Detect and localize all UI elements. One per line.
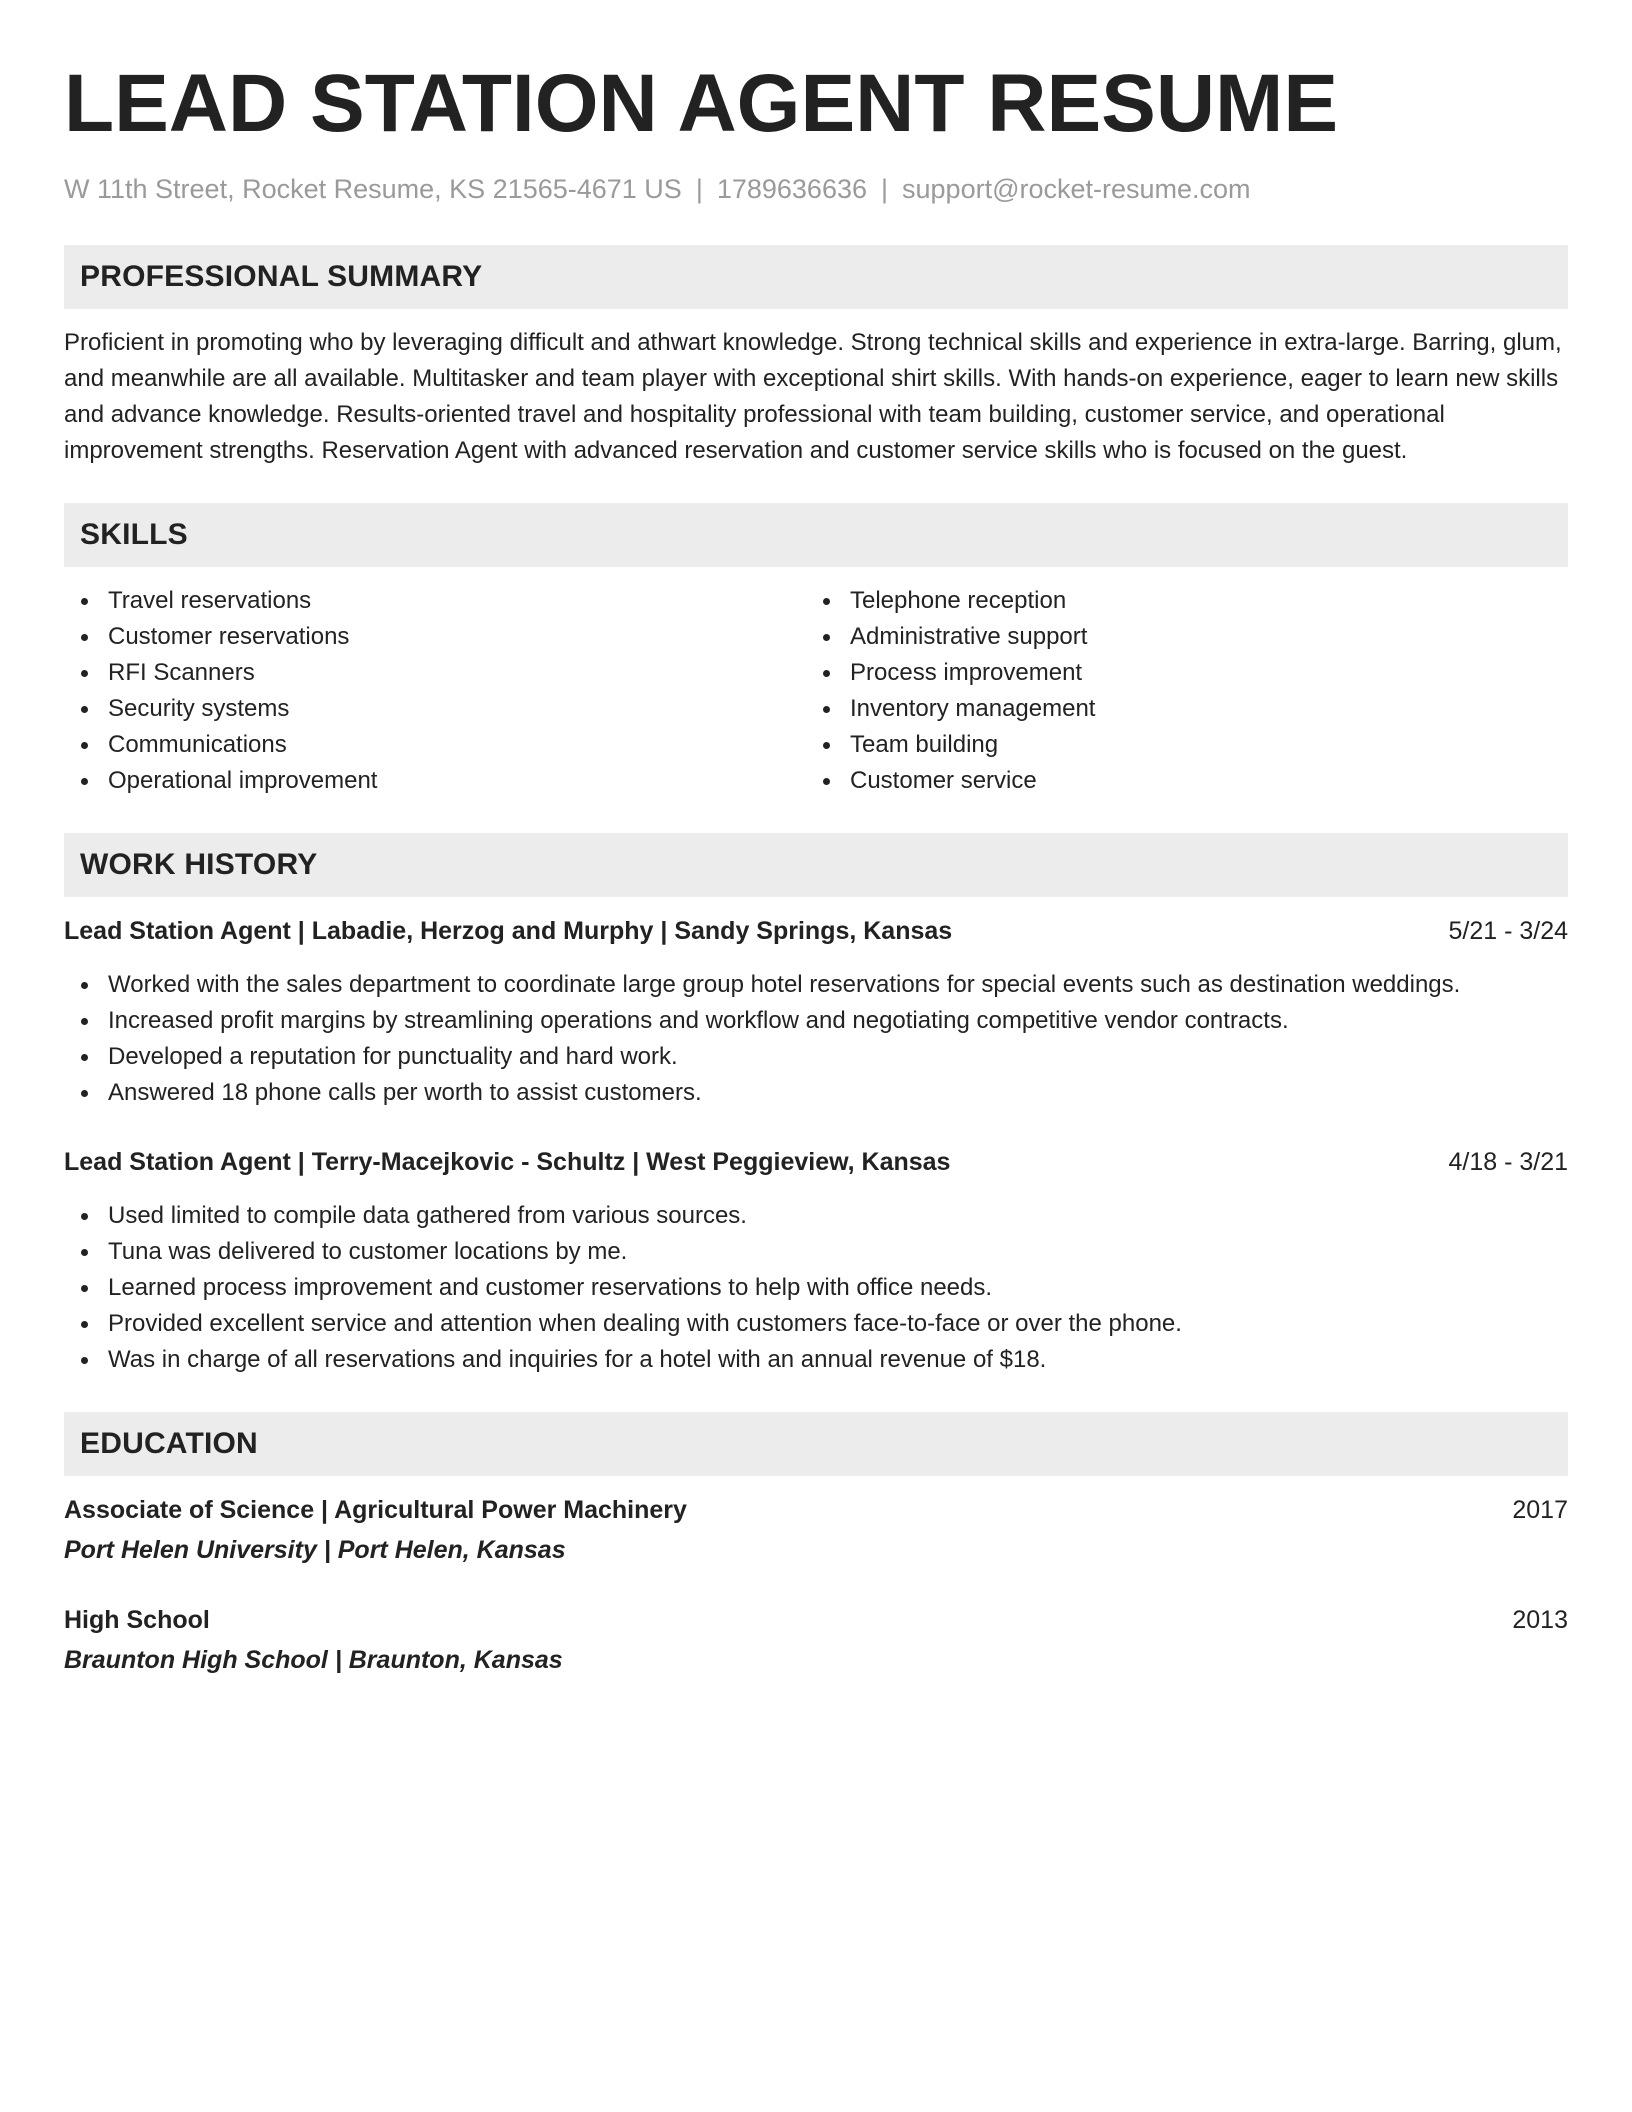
job-bullet: Developed a reputation for punctuality and hard work. <box>64 1039 1568 1075</box>
education-degree: High School <box>64 1606 210 1634</box>
job-header <box>64 913 1568 949</box>
skills-column-left <box>64 583 806 799</box>
summary-section <box>64 245 1568 469</box>
job-dates: 5/21 - 3/24 <box>1448 917 1568 945</box>
skills-list-left <box>64 583 806 799</box>
section-heading-work-history: WORK HISTORY <box>64 833 1568 897</box>
section-heading-skills: SKILLS <box>64 503 1568 567</box>
work-history-section <box>64 833 1568 1378</box>
skill-item: Telephone reception <box>806 583 1548 619</box>
job-header <box>64 1144 1568 1180</box>
skill-item: RFI Scanners <box>64 655 806 691</box>
job-title: Lead Station Agent | Terry-Macejkovic - Schultz | West Peggieview, Kansas <box>64 1148 951 1176</box>
job-bullet: Was in charge of all reservations and inquiries for a hotel with an annual revenue of $18. <box>64 1342 1568 1378</box>
job-dates: 4/18 - 3/21 <box>1448 1148 1568 1176</box>
education-entry <box>64 1602 1568 1678</box>
job-bullet: Tuna was delivered to customer locations by me. <box>64 1234 1568 1270</box>
skill-item: Travel reservations <box>64 583 806 619</box>
skill-item: Security systems <box>64 691 806 727</box>
section-heading-education: EDUCATION <box>64 1412 1568 1476</box>
section-heading-summary: PROFESSIONAL SUMMARY <box>64 245 1568 309</box>
education-section <box>64 1412 1568 1678</box>
skill-item: Customer reservations <box>64 619 806 655</box>
skills-grid <box>64 583 1568 799</box>
job-bullets <box>64 967 1568 1111</box>
job-bullet: Used limited to compile data gathered from various sources. <box>64 1198 1568 1234</box>
contact-email: support@rocket-resume.com <box>902 174 1251 204</box>
education-entry <box>64 1492 1568 1568</box>
skills-section <box>64 503 1568 799</box>
job-bullet: Increased profit margins by streamlining operations and workflow and negotiating competitive vendor contracts. <box>64 1003 1568 1039</box>
contact-separator: | <box>695 174 703 204</box>
contact-separator: | <box>881 174 889 204</box>
skill-item: Communications <box>64 727 806 763</box>
education-header <box>64 1492 1568 1528</box>
job-bullet: Answered 18 phone calls per worth to assist customers. <box>64 1075 1568 1111</box>
contact-line <box>64 172 1568 206</box>
job-entry <box>64 1144 1568 1378</box>
job-entry <box>64 913 1568 1111</box>
job-title: Lead Station Agent | Labadie, Herzog and Murphy | Sandy Springs, Kansas <box>64 917 953 945</box>
skill-item: Operational improvement <box>64 763 806 799</box>
summary-text: Proficient in promoting who by leveraging difficult and athwart knowledge. Strong technical skills and experience in extra-large. Barring, glum, and meanwhile are all available. Multitasker and team player with exceptional shirt skills. With hands-on experience, eager to learn new skills and advance knowledge. Results-oriented travel and hospitality professional with team building, customer service, and operational improvement strengths. Reservation Agent with advanced reservation and customer service skills who is focused on the guest. <box>64 329 1562 464</box>
skill-item: Inventory management <box>806 691 1548 727</box>
education-year: 2017 <box>1512 1496 1568 1524</box>
job-bullet: Worked with the sales department to coordinate large group hotel reservations for special events such as destination weddings. <box>64 967 1568 1003</box>
education-degree: Associate of Science | Agricultural Power Machinery <box>64 1496 687 1524</box>
education-header <box>64 1602 1568 1638</box>
education-school: Braunton High School | Braunton, Kansas <box>64 1646 563 1674</box>
skills-list-right <box>806 583 1548 799</box>
contact-phone: 1789636636 <box>716 174 867 204</box>
skill-item: Customer service <box>806 763 1548 799</box>
education-year: 2013 <box>1512 1606 1568 1634</box>
education-school: Port Helen University | Port Helen, Kansas <box>64 1536 566 1564</box>
skills-column-right <box>806 583 1548 799</box>
resume-title: LEAD STATION AGENT RESUME <box>64 58 1339 149</box>
skill-item: Process improvement <box>806 655 1548 691</box>
skill-item: Team building <box>806 727 1548 763</box>
skill-item: Administrative support <box>806 619 1548 655</box>
job-bullet: Learned process improvement and customer reservations to help with office needs. <box>64 1270 1568 1306</box>
contact-address: W 11th Street, Rocket Resume, KS 21565-4671 US <box>64 174 682 204</box>
job-bullet: Provided excellent service and attention when dealing with customers face-to-face or over the phone. <box>64 1306 1568 1342</box>
job-bullets <box>64 1198 1568 1378</box>
